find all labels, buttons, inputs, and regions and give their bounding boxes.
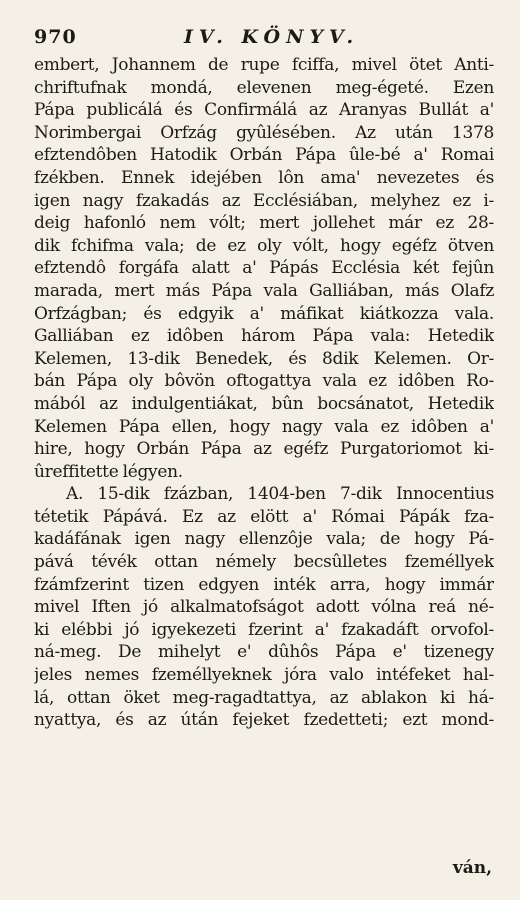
text-line: efztendô forgáfa alatt a' Pápás Ecclésia két fejûn [34,258,494,279]
text-line: efztendôben Hatodik Orbán Pápa ûle-bé a' Romai [34,145,494,166]
text-line: hire, hogy Orbán Pápa az egéfz Purgatoriomot ki- [34,439,494,460]
page-header [34,26,494,54]
text-line: mivel Iften jó alkalmatofságot adott vólna reá né- [34,597,494,618]
running-title: IV. KÖNYV. [184,26,360,48]
text-line: kadáfának igen nagy ellenzôje vala; de hogy Pá- [34,529,494,550]
text-line: marada, mert más Pápa vala Galliában, más Olafz [34,280,494,301]
text-line: lá, ottan öket meg-ragadtattya, az ablakon ki há- [34,687,494,708]
text-line: bán Pápa oly bôvön oftogattya vala ez idôben Ro- [34,371,494,392]
page-number: 970 [34,26,77,48]
text-line: ná-meg. De mihelyt e' dûhôs Pápa e' tizenegy [34,642,494,663]
text-line: embert, Johannem de rupe fciffa, mivel ötet Anti- [34,55,494,75]
text-line: fzékben. Ennek idejében lôn ama' nevezetes és [34,167,494,188]
paragraph-container [34,54,494,732]
text-line: Kelemen Pápa ellen, hogy nagy vala ez idôben a' [34,416,494,437]
text-line: mából az indulgentiákat, bûn bocsánatot, Hetedik [34,393,494,414]
body-text [34,54,494,732]
text-line: Orfzágban; és edgyik a' máfikat kiátkozza vala. [34,303,494,324]
text-line: deig hafonló nem vólt; mert jollehet már ez 28- [34,213,494,234]
text-line: A. 15-dik fzázban, 1404-ben 7-dik Innocentius [66,484,494,505]
text-line: pává tévék ottan némely becsûlletes fzeméllyek [34,552,494,573]
text-line: Galliában ez idôben három Pápa vala: Hetedik [34,326,494,347]
text-line: Norimbergai Orfzág gyûlésében. Az után 1378 [34,122,494,143]
text-line: dik fchifma vala; de ez oly vólt, hogy egéfz ötven [34,235,494,256]
text-line: ki elébbi jó igyekezeti fzerint a' fzakadáft orvofol- [34,619,494,640]
text-line: nyattya, és az útán fejeket fzedetteti; ezt mond- [34,710,494,731]
text-line: ûreffitette légyen. [34,461,183,482]
text-line: Pápa publicálá és Confirmálá az Aranyas Bullát a' [34,100,494,121]
text-line: chriftufnak mondá, elevenen meg-égeté. Ezen [34,77,494,98]
text-line: igen nagy fzakadás az Ecclésiában, melyhez ez i- [34,190,494,211]
text-line: jeles nemes fzeméllyeknek jóra valo intéfeket hal- [34,665,494,686]
text-line: tétetik Pápává. Ez az elött a' Római Pápák fza- [34,506,494,527]
text-line: fzámfzerint tizen edgyen inték arra, hogy immár [34,574,494,595]
catchword: ván, [452,858,492,878]
text-line: Kelemen, 13-dik Benedek, és 8dik Kelemen. Or- [34,348,494,369]
